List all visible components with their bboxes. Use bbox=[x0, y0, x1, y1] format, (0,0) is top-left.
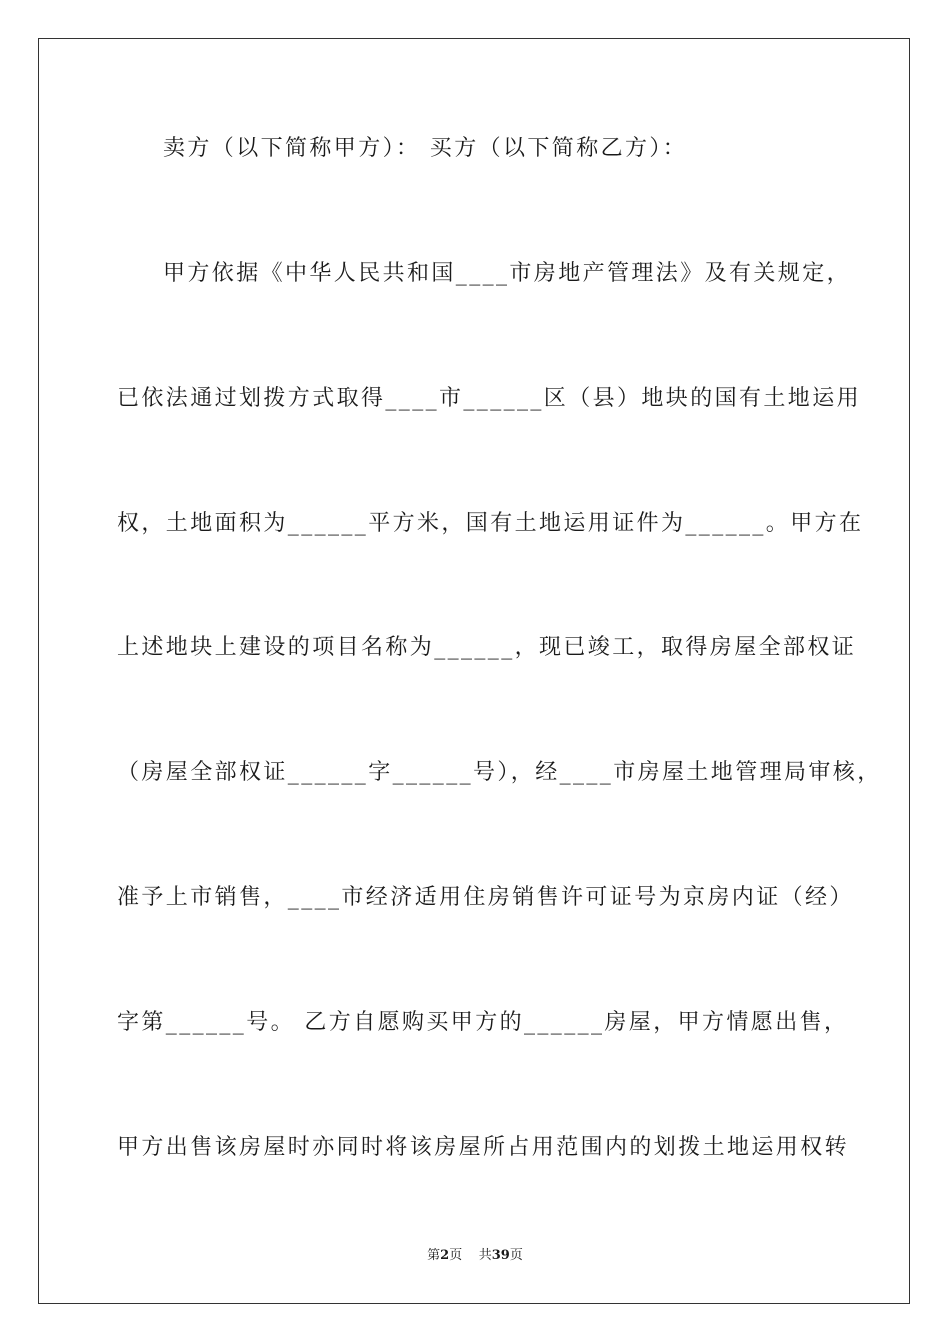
page-prefix: 第 bbox=[427, 1248, 441, 1263]
text-line-6: （房屋全部权证______字______号），经____市房屋土地管理局审核， bbox=[117, 760, 882, 785]
text-line-4: 权，土地面积为______平方米，国有土地运用证件为______。甲方在 bbox=[117, 511, 864, 536]
text-line-3: 已依法通过划拨方式取得____市______区（县）地块的国有土地运用 bbox=[117, 386, 862, 411]
text-line-1: 卖方（以下简称甲方）： 买方（以下简称乙方）： bbox=[163, 136, 688, 161]
text-line-9: 甲方出售该房屋时亦同时将该房屋所占用范围内的划拨土地运用权转 bbox=[117, 1135, 850, 1160]
page-frame bbox=[38, 38, 910, 1304]
text-line-7: 准予上市销售，____市经济适用住房销售许可证号为京房内证（经） bbox=[117, 885, 854, 910]
page-number: 2 bbox=[440, 1248, 450, 1263]
total-suffix: 页 bbox=[509, 1248, 523, 1263]
text-line-8: 字第______号。 乙方自愿购买甲方的______房屋，甲方情愿出售， bbox=[117, 1010, 849, 1035]
text-line-5: 上述地块上建设的项目名称为______，现已竣工，取得房屋全部权证 bbox=[117, 635, 857, 660]
total-prefix: 共 bbox=[478, 1248, 492, 1263]
page-suffix: 页 bbox=[449, 1248, 463, 1263]
page-footer bbox=[0, 1247, 950, 1265]
text-line-2: 甲方依据《中华人民共和国____市房地产管理法》及有关规定， bbox=[163, 261, 852, 286]
total-pages: 39 bbox=[491, 1248, 510, 1263]
